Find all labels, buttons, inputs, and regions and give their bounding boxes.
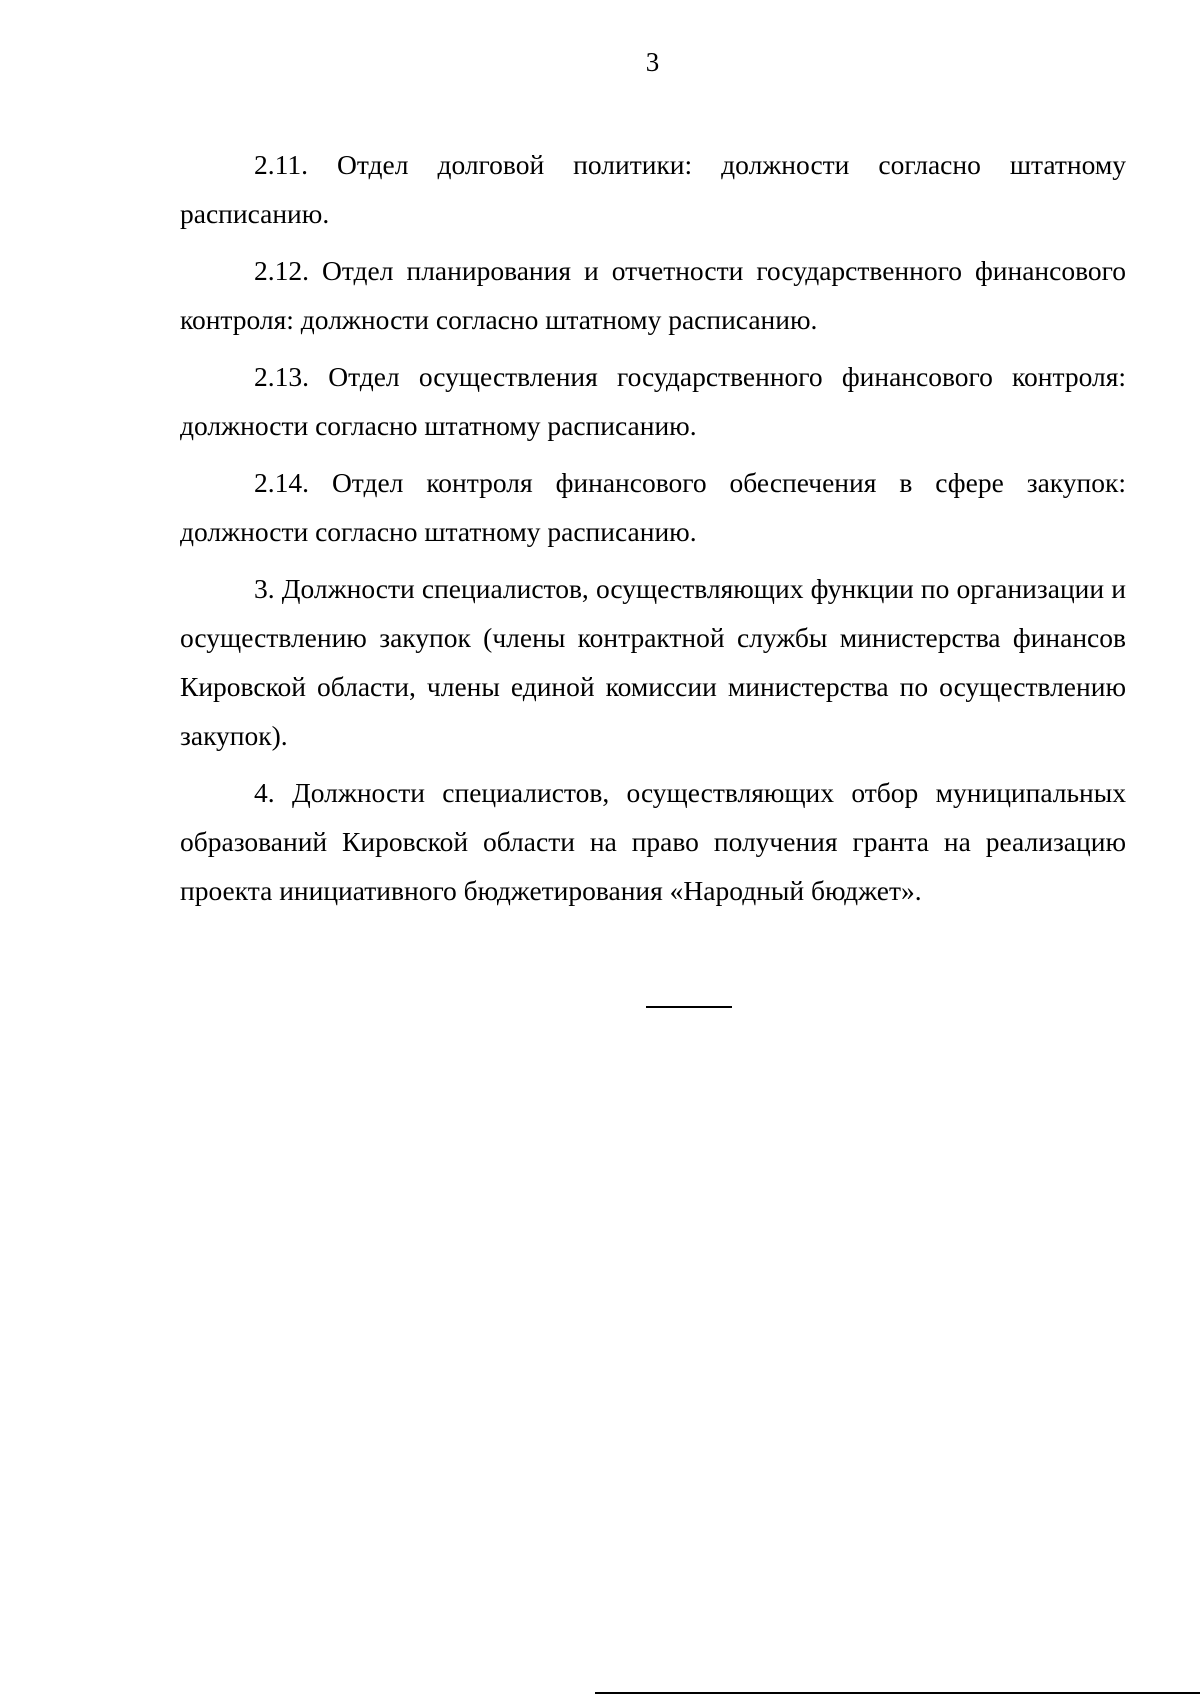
paragraph-2-14: 2.14. Отдел контроля финансового обеспечения в сфере закупок: должности согласно штатному расписанию. xyxy=(180,467,1126,547)
paragraph-2-13: 2.13. Отдел осуществления государственного финансового контроля: должности согласно штатному расписанию. xyxy=(180,361,1126,441)
footer-line xyxy=(595,1692,1200,1694)
document-body xyxy=(180,140,1126,923)
paragraph-2-11: 2.11. Отдел долговой политики: должности согласно штатному расписанию. xyxy=(180,149,1126,229)
paragraph-4: 4. Должности специалистов, осуществляющих отбор муниципальных образований Кировской области на право получения гранта на реализацию проекта инициативного бюджетирования «Народный бюджет». xyxy=(180,777,1126,906)
paragraph-2-12: 2.12. Отдел планирования и отчетности государственного финансового контроля: должности согласно штатному расписанию. xyxy=(180,255,1126,335)
page-number: 3 xyxy=(645,47,660,77)
paragraph-3: 3. Должности специалистов, осуществляющих функции по организации и осуществлению закупок (члены контрактной службы министерства финансов Кировской области, члены единой комиссии министерства по осуществлению закупок). xyxy=(180,573,1126,751)
end-of-text-rule xyxy=(646,1006,732,1008)
